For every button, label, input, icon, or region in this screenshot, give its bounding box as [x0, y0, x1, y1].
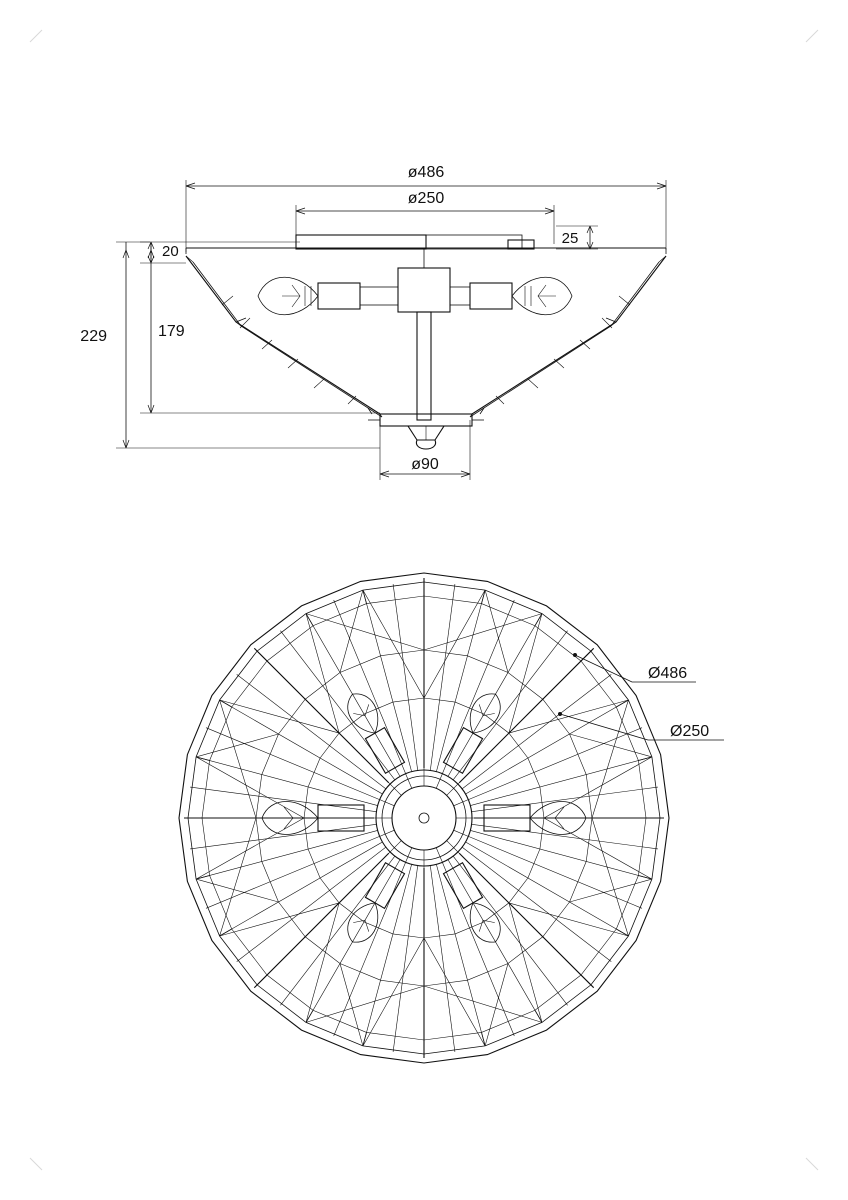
- lamp-right: [450, 277, 572, 315]
- shade-ribs-left: [186, 256, 382, 417]
- bottom-finial: [368, 414, 484, 449]
- fixture-front-geometry: [186, 235, 666, 449]
- dim-canopy-height-label: 20: [162, 243, 179, 260]
- dim-inner-plate-diameter: [296, 190, 554, 244]
- dim-finial-diameter: [380, 420, 470, 480]
- dim-inner-plate-diameter-label: ø250: [407, 190, 445, 207]
- shade-ribs-right: [470, 256, 666, 417]
- plan-dim-inner-diameter-label: Ø250: [670, 723, 710, 740]
- dim-body-height: [140, 242, 380, 413]
- dim-total-height-label: 229: [80, 328, 107, 345]
- plan-dim-outer-diameter: [573, 653, 696, 682]
- lamp-left: [258, 277, 398, 315]
- bottom-plan-view: [179, 573, 724, 1063]
- dim-top-offset-label: 25: [561, 230, 579, 247]
- dim-overall-diameter-label: ø486: [407, 164, 445, 181]
- plan-hub: [376, 770, 472, 866]
- plan-geometry: [179, 573, 669, 1063]
- dim-canopy-height: [140, 242, 300, 263]
- plan-dim-outer-diameter-label: Ø486: [648, 665, 688, 682]
- dim-total-height: [80, 242, 380, 448]
- front-elevation-view: [80, 164, 666, 480]
- dim-finial-diameter-label: ø90: [411, 456, 439, 473]
- dim-top-offset: [556, 226, 598, 249]
- dim-body-height-label: 179: [158, 323, 185, 340]
